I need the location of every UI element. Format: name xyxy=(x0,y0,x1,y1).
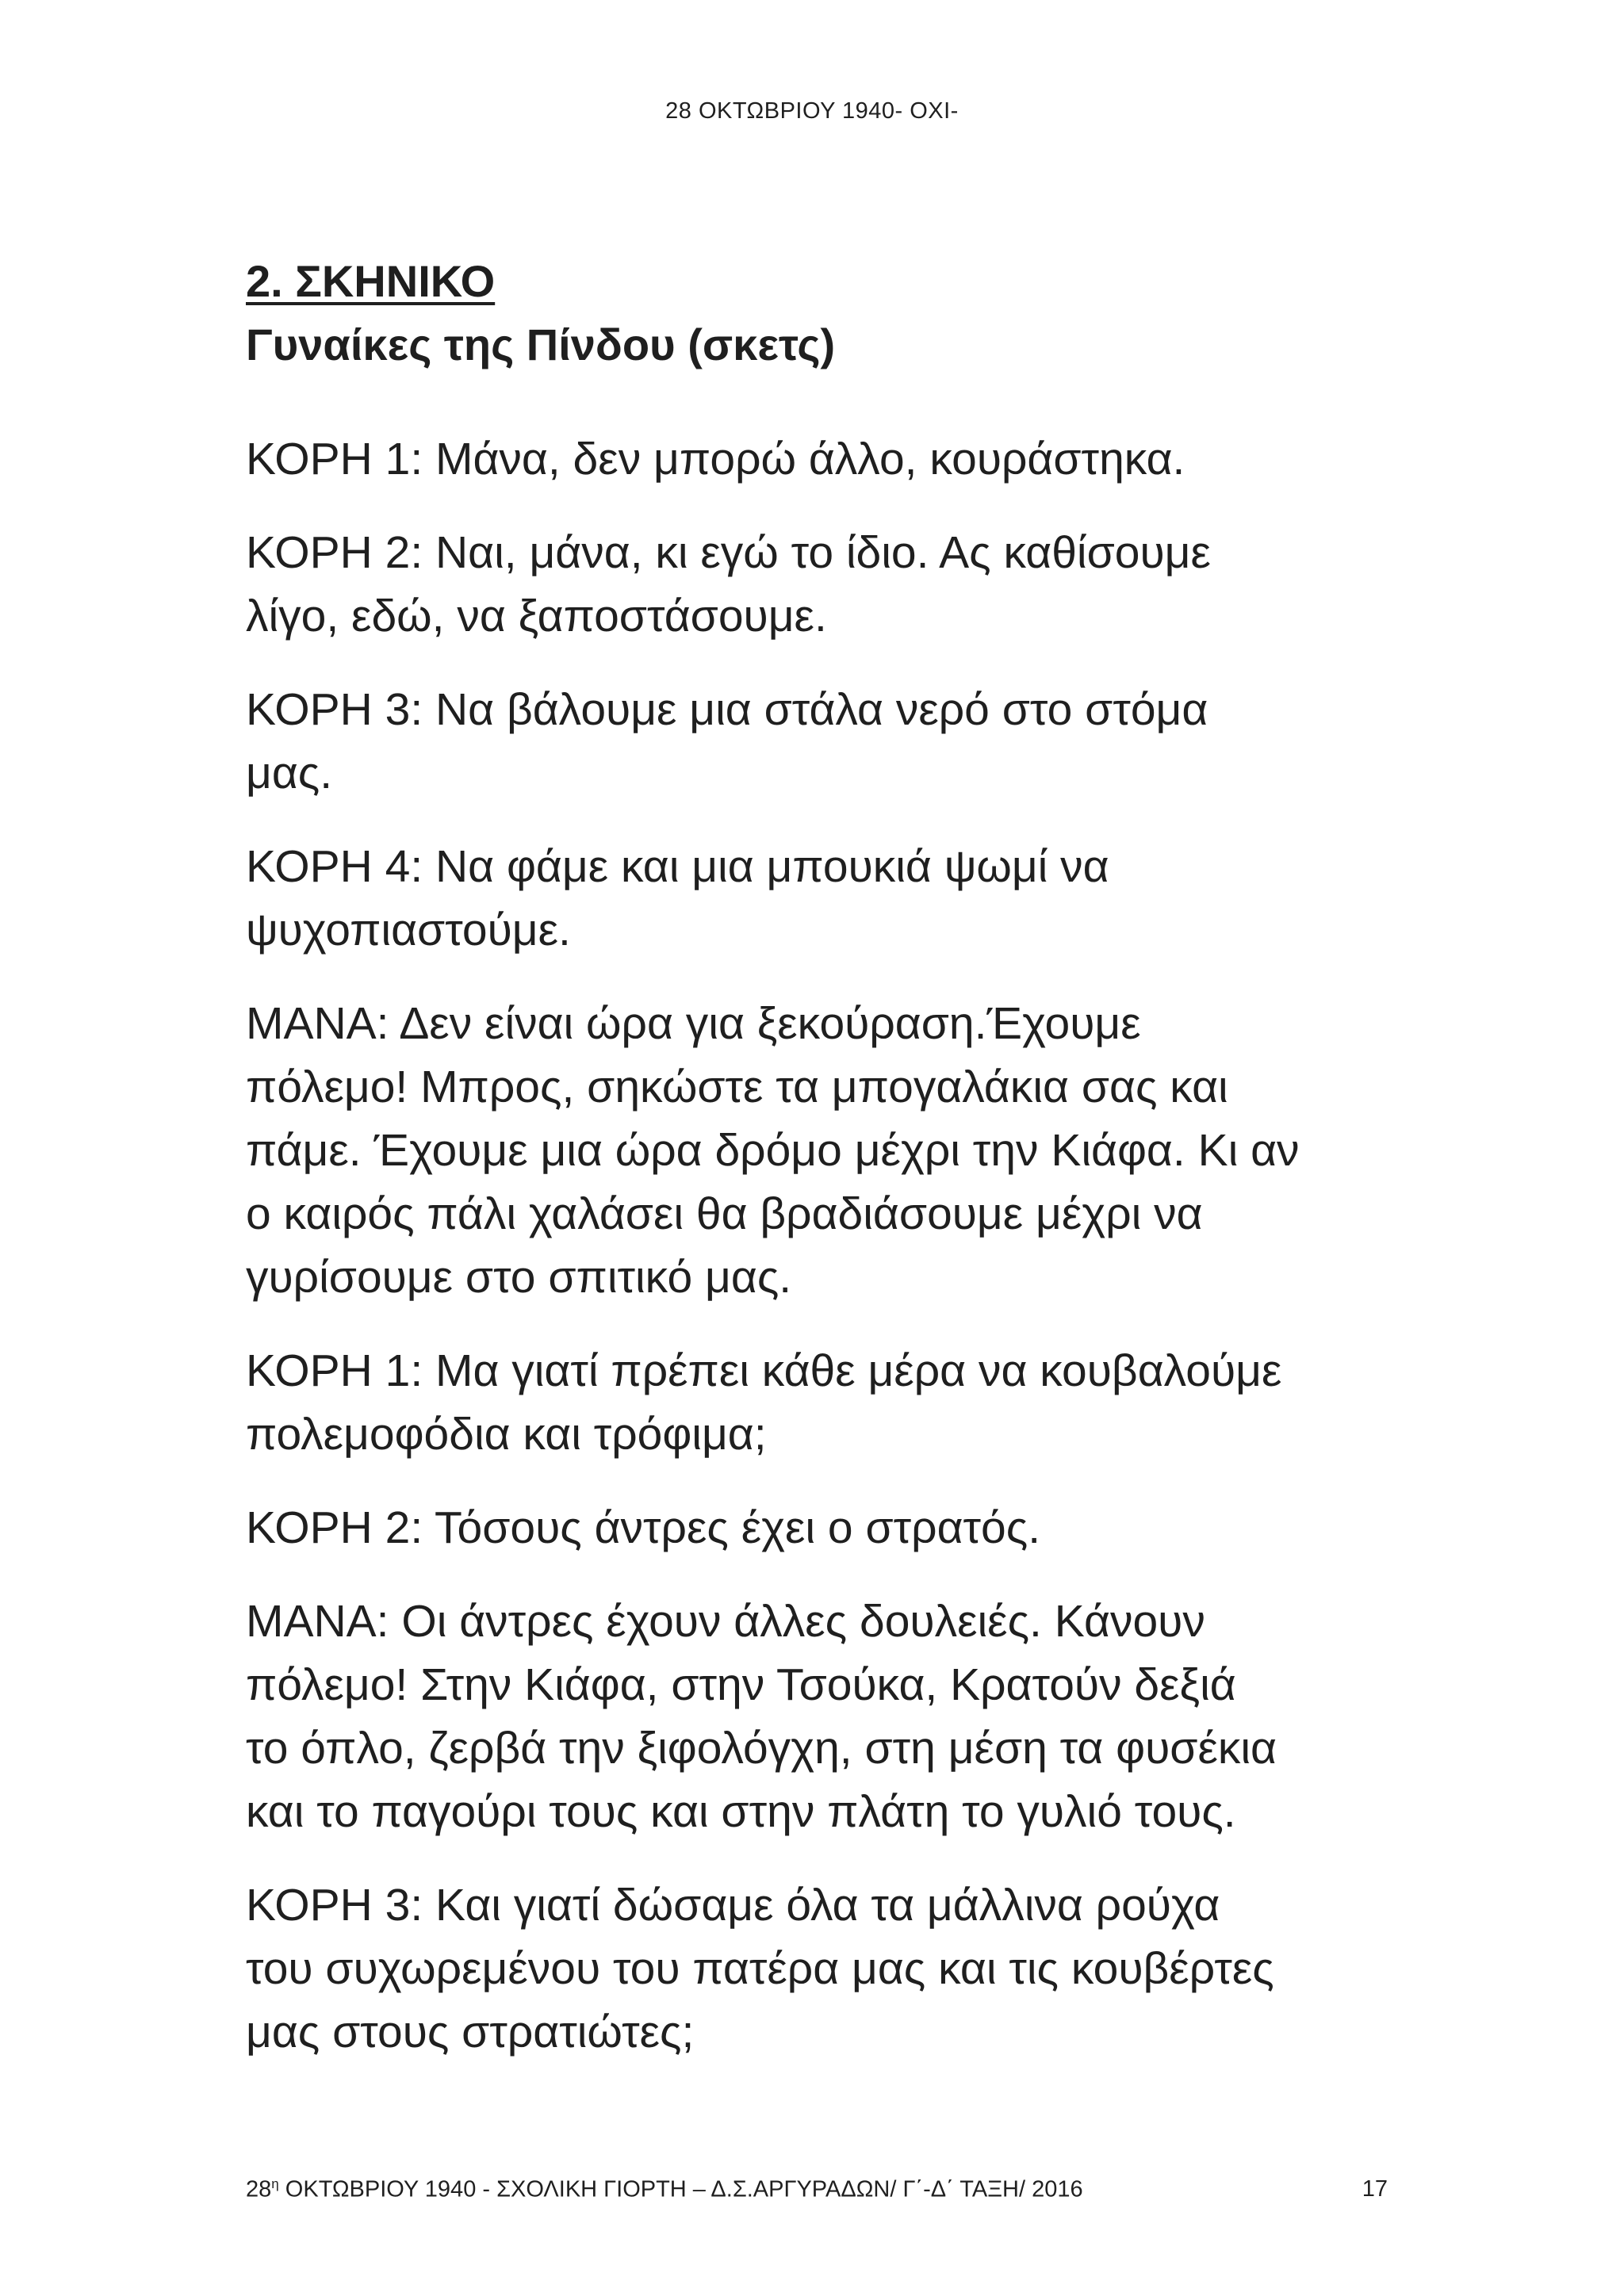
dialogue-line: ΚΟΡΗ 2: Τόσους άντρες έχει ο στρατός. xyxy=(246,1502,1041,1553)
dialogue-line: ΚΟΡΗ 4: Να φάμε και μια μπουκιά ψωμί να ψυχοπιαστούμε. xyxy=(246,841,1109,955)
footer-text xyxy=(246,2176,1083,2203)
dialogue-line: ΚΟΡΗ 3: Και γιατί δώσαμε όλα τα μάλλινα ρούχα του συχωρεμένου του πατέρα μας και τις κουβέρτες μας στους στρατιώτες; xyxy=(246,1880,1274,2057)
footer-superscript: η xyxy=(271,2176,279,2191)
page-header: 28 ΟΚΤΩΒΡΙΟΥ 1940- ΟΧΙ- xyxy=(665,98,959,124)
dialogue-line: ΚΟΡΗ 2: Ναι, μάνα, κι εγώ το ίδιο. Ας καθίσουμε λίγο, εδώ, να ξαποστάσουμε. xyxy=(246,527,1211,641)
dialogue-line: ΚΟΡΗ 3: Να βάλουμε μια στάλα νερό στο στόμα μας. xyxy=(246,684,1208,798)
footer-prefix: 28 xyxy=(246,2176,272,2202)
page-number: 17 xyxy=(1362,2176,1388,2202)
dialogue-line: ΚΟΡΗ 1: Μα γιατί πρέπει κάθε μέρα να κουβαλούμε πολεμοφόδια και τρόφιμα; xyxy=(246,1345,1282,1460)
page-footer xyxy=(246,2176,1388,2203)
dialogue-line: ΜΑΝΑ: Δεν είναι ώρα για ξεκούραση.Έχουμε πόλεμο! Μπρος, σηκώστε τα μπογαλάκια σας και πάμε. Έχουμε μια ώρα δρόμο μέχρι την Κιάφα. Κι αν ο καιρός πάλι χαλάσει θα βραδιάσουμε μέχρι να γυρίσουμε στο σπιτικό μας. xyxy=(246,998,1300,1303)
scene-subtitle: Γυναίκες της Πίνδου (σκετς) xyxy=(246,320,836,369)
scene-title: 2. ΣΚΗΝΙΚΟ xyxy=(246,256,496,306)
dialogue-line: ΚΟΡΗ 1: Μάνα, δεν μπορώ άλλο, κουράστηκα. xyxy=(246,434,1185,484)
dialogue-line: ΜΑΝΑ: Οι άντρες έχουν άλλες δουλειές. Κάνουν πόλεμο! Στην Κιάφα, στην Τσούκα, Κρατούν δεξιά το όπλο, ζερβά την ξιφολόγχη, στη μέση τα φυσέκια και το παγούρι τους και στην πλάτη το γυλιό τους. xyxy=(246,1596,1277,1837)
document-body xyxy=(246,250,1435,2094)
footer-title: ΟΚΤΩΒΡΙΟΥ 1940 - ΣΧΟΛΙΚΗ ΓΙΟΡΤΗ – Δ.Σ.ΑΡΓΥΡΑΔΩΝ/ Γ΄-Δ΄ ΤΑΞΗ/ 2016 xyxy=(278,2176,1083,2202)
